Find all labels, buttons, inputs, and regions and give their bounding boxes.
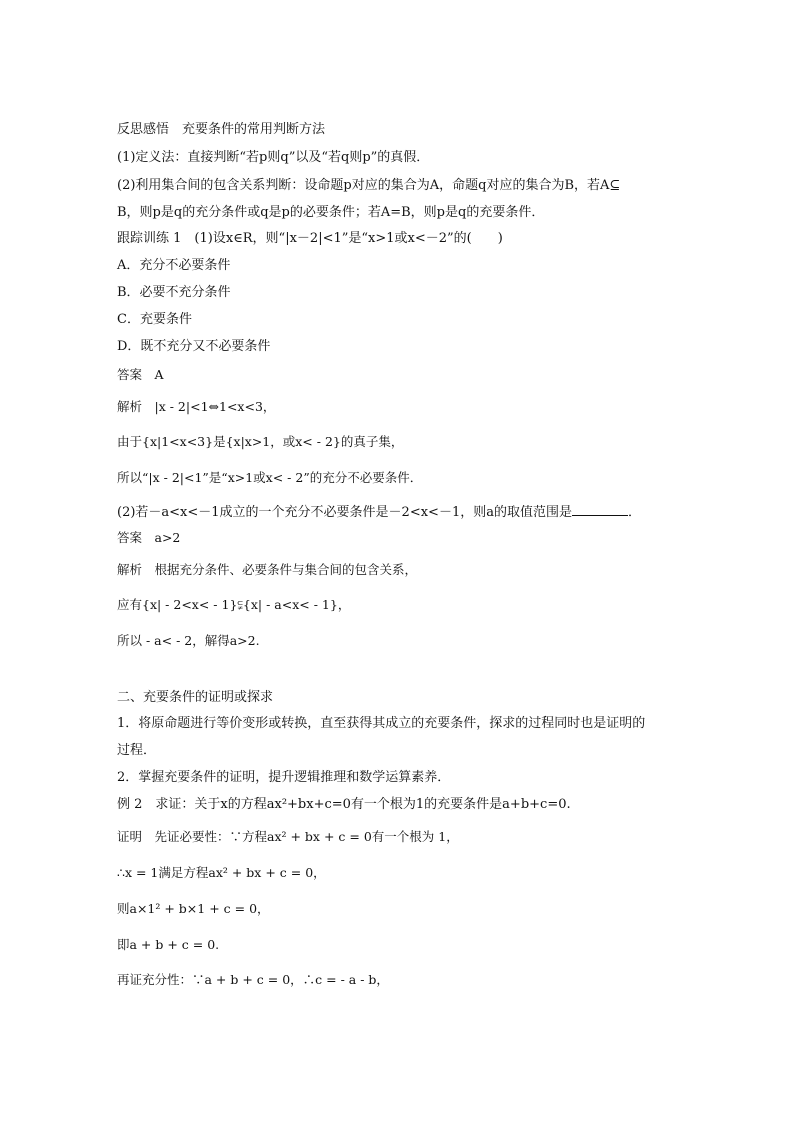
analysis-2-line-1: 解析 根据充分条件、必要条件与集合间的包含关系， (117, 562, 418, 577)
proof-line-2: ∴x = 1满足方程ax² + bx + c = 0， (117, 865, 326, 880)
exercise-question-1: 跟踪训练 1 (1)设x∈R，则“|x－2|<1”是“x>1或x<－2”的( ) (117, 231, 503, 246)
section-heading: 二、充要条件的证明或探求 (117, 690, 274, 705)
answer-1: 答案 A (117, 367, 164, 382)
answer-2: 答案 a>2 (117, 530, 181, 545)
option-a: A．充分不必要条件 (117, 258, 231, 273)
option-c: C．充要条件 (117, 312, 192, 327)
proof-line-3: 则a×1² + b×1 + c = 0， (117, 901, 270, 916)
proof-line-4: 即a + b + c = 0. (117, 937, 220, 952)
option-d: D．既不充分又不必要条件 (117, 339, 271, 354)
exercise-question-2 (117, 502, 641, 523)
reflection-item-2-line-2: B，则p是q的充分条件或q是p的必要条件；若A=B，则p是q的充要条件． (117, 205, 545, 220)
proof-line-1: 证明 先证必要性：∵方程ax² + bx + c = 0有一个根为 1， (117, 829, 459, 844)
reflection-item-1: (1)定义法：直接判断“若p则q”以及“若q则p”的真假． (117, 150, 430, 165)
analysis-1-line-3: 所以“|x - 2|<1”是“x>1或x< - 2”的充分不必要条件． (117, 470, 423, 485)
example-2-statement: 例 2 求证：关于x的方程ax²+bx+c=0有一个根为1的充要条件是a+b+c=0. (117, 797, 571, 812)
answer-blank (572, 502, 628, 516)
section-point-1-line-2: 过程． (117, 743, 157, 758)
analysis-2-line-3: 所以 - a< - 2，解得a>2. (117, 633, 260, 648)
question-2-end: ． (627, 505, 641, 520)
reflection-item-2-line-1: (2)利用集合间的包含关系判断：设命题p对应的集合为A，命题q对应的集合为B，若A⊆ (117, 178, 621, 193)
analysis-2-line-2: 应有{x| - 2<x< - 1}⫋{x| - a<x< - 1}， (117, 597, 351, 612)
option-b: B．必要不充分条件 (117, 285, 231, 300)
reflection-title: 反思感悟 充要条件的常用判断方法 (117, 122, 326, 137)
analysis-1-line-1: 解析 |x - 2|<1⇔1<x<3， (117, 399, 276, 414)
proof-line-5: 再证充分性：∵a + b + c = 0，∴c = - a - b， (117, 972, 389, 987)
question-2-text: (2)若－a<x<－1成立的一个充分不必要条件是－2<x<－1，则a的取值范围是 (117, 505, 572, 520)
section-point-1-line-1: 1．将原命题进行等价变形或转换，直至获得其成立的充要条件，探求的过程同时也是证明的 (117, 716, 646, 731)
analysis-1-line-2: 由于{x|1<x<3}是{x|x>1，或x< - 2}的真子集， (117, 434, 404, 449)
section-point-2: 2．掌握充要条件的证明，提升逻辑推理和数学运算素养． (117, 770, 451, 785)
